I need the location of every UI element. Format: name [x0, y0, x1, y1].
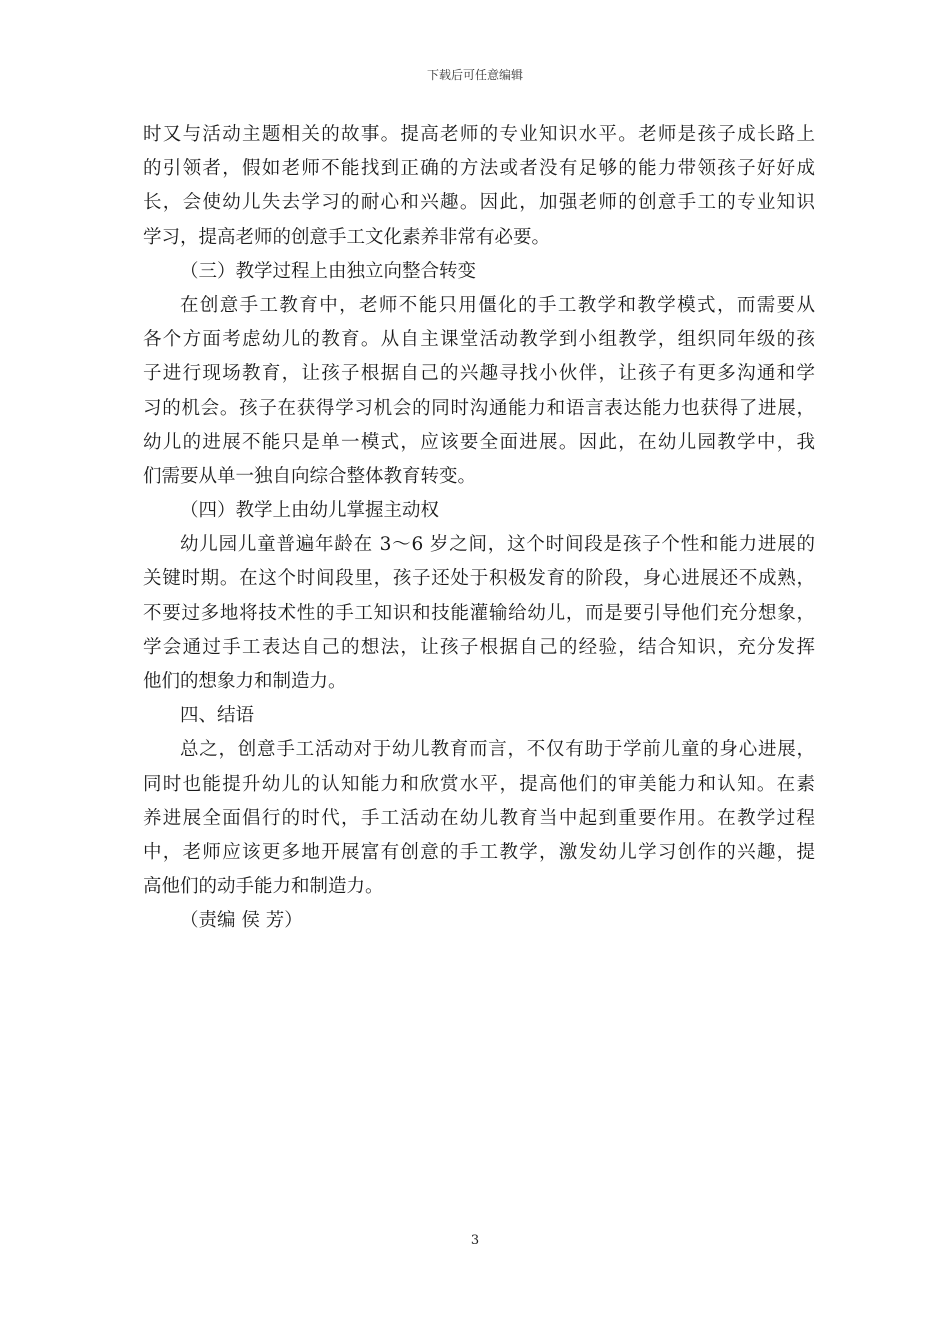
text-line: 他们的想象力和制造力。 [143, 671, 347, 692]
text-line: 不要过多地将技术性的手工知识和技能灌输给幼儿，而是要引导他们充分想象， [143, 602, 815, 624]
text-line: 中，老师应该更多地开展富有创意的手工教学，激发幼儿学习创作的兴趣，提 [143, 841, 815, 863]
text-line: 高他们的动手能力和制造力。 [143, 876, 384, 898]
text-line: 学习，提高老师的创意手工文化素养非常有必要。 [143, 226, 551, 248]
text-line: 同时也能提升幼儿的认知能力和欣赏水平，提高他们的审美能力和认知。在素 [143, 773, 815, 795]
text-line: 们需要从单一独自向综合整体教育转变。 [143, 465, 477, 487]
page-header: 下载后可任意编辑 [426, 68, 523, 82]
text-line: 养进展全面倡行的时代，手工活动在幼儿教育当中起到重要作用。在教学过程 [143, 807, 815, 829]
text-line: 子进行现场教育，让孩子根据自己的兴趣寻找小伙伴，让孩子有更多沟通和学 [143, 363, 815, 385]
text-line: 习的机会。孩子在获得学习机会的同时沟通能力和语言表达能力也获得了进展， [143, 397, 815, 419]
text-line: （三）教学过程上由独立向整合转变 [180, 260, 477, 282]
text-line: （四）教学上由幼儿掌握主动权 [180, 500, 440, 522]
text-line: 时又与活动主题相关的故事。提高老师的专业知识水平。老师是孩子成长路上 [143, 124, 815, 145]
text-line: 总之，创意手工活动对于幼儿教育而言，不仅有助于学前儿童的身心进展， [180, 739, 815, 761]
text-line: 四、结语 [180, 705, 255, 727]
text-line: 各个方面考虑幼儿的教育。从自主课堂活动教学到小组教学，组织同年级的孩 [143, 329, 815, 351]
text-line: 关键时期。在这个时间段里，孩子还处于积极发育的阶段，身心进展还不成熟， [143, 568, 815, 590]
text-line: 的引领者，假如老师不能找到正确的方法或者没有足够的能力带领孩子好好成 [143, 158, 815, 180]
article-body [143, 118, 815, 939]
text-line: 幼儿园儿童普遍年龄在 3～6 岁之间，这个时间段是孩子个性和能力进展的 [180, 534, 815, 556]
text-line: 在创意手工教育中，老师不能只用僵化的手工教学和教学模式，而需要从 [180, 294, 815, 316]
page-number: 3 [470, 1233, 480, 1248]
text-line: 幼儿的进展不能只是单一模式，应该要全面进展。因此，在幼儿园教学中，我 [143, 431, 815, 453]
text-line: 学会通过手工表达自己的想法，让孩子根据自己的经验，结合知识，充分发挥 [143, 636, 815, 658]
text-line: （责编 侯 芳） [180, 910, 303, 932]
text-line: 长，会使幼儿失去学习的耐心和兴趣。因此，加强老师的创意手工的专业知识 [143, 192, 815, 214]
